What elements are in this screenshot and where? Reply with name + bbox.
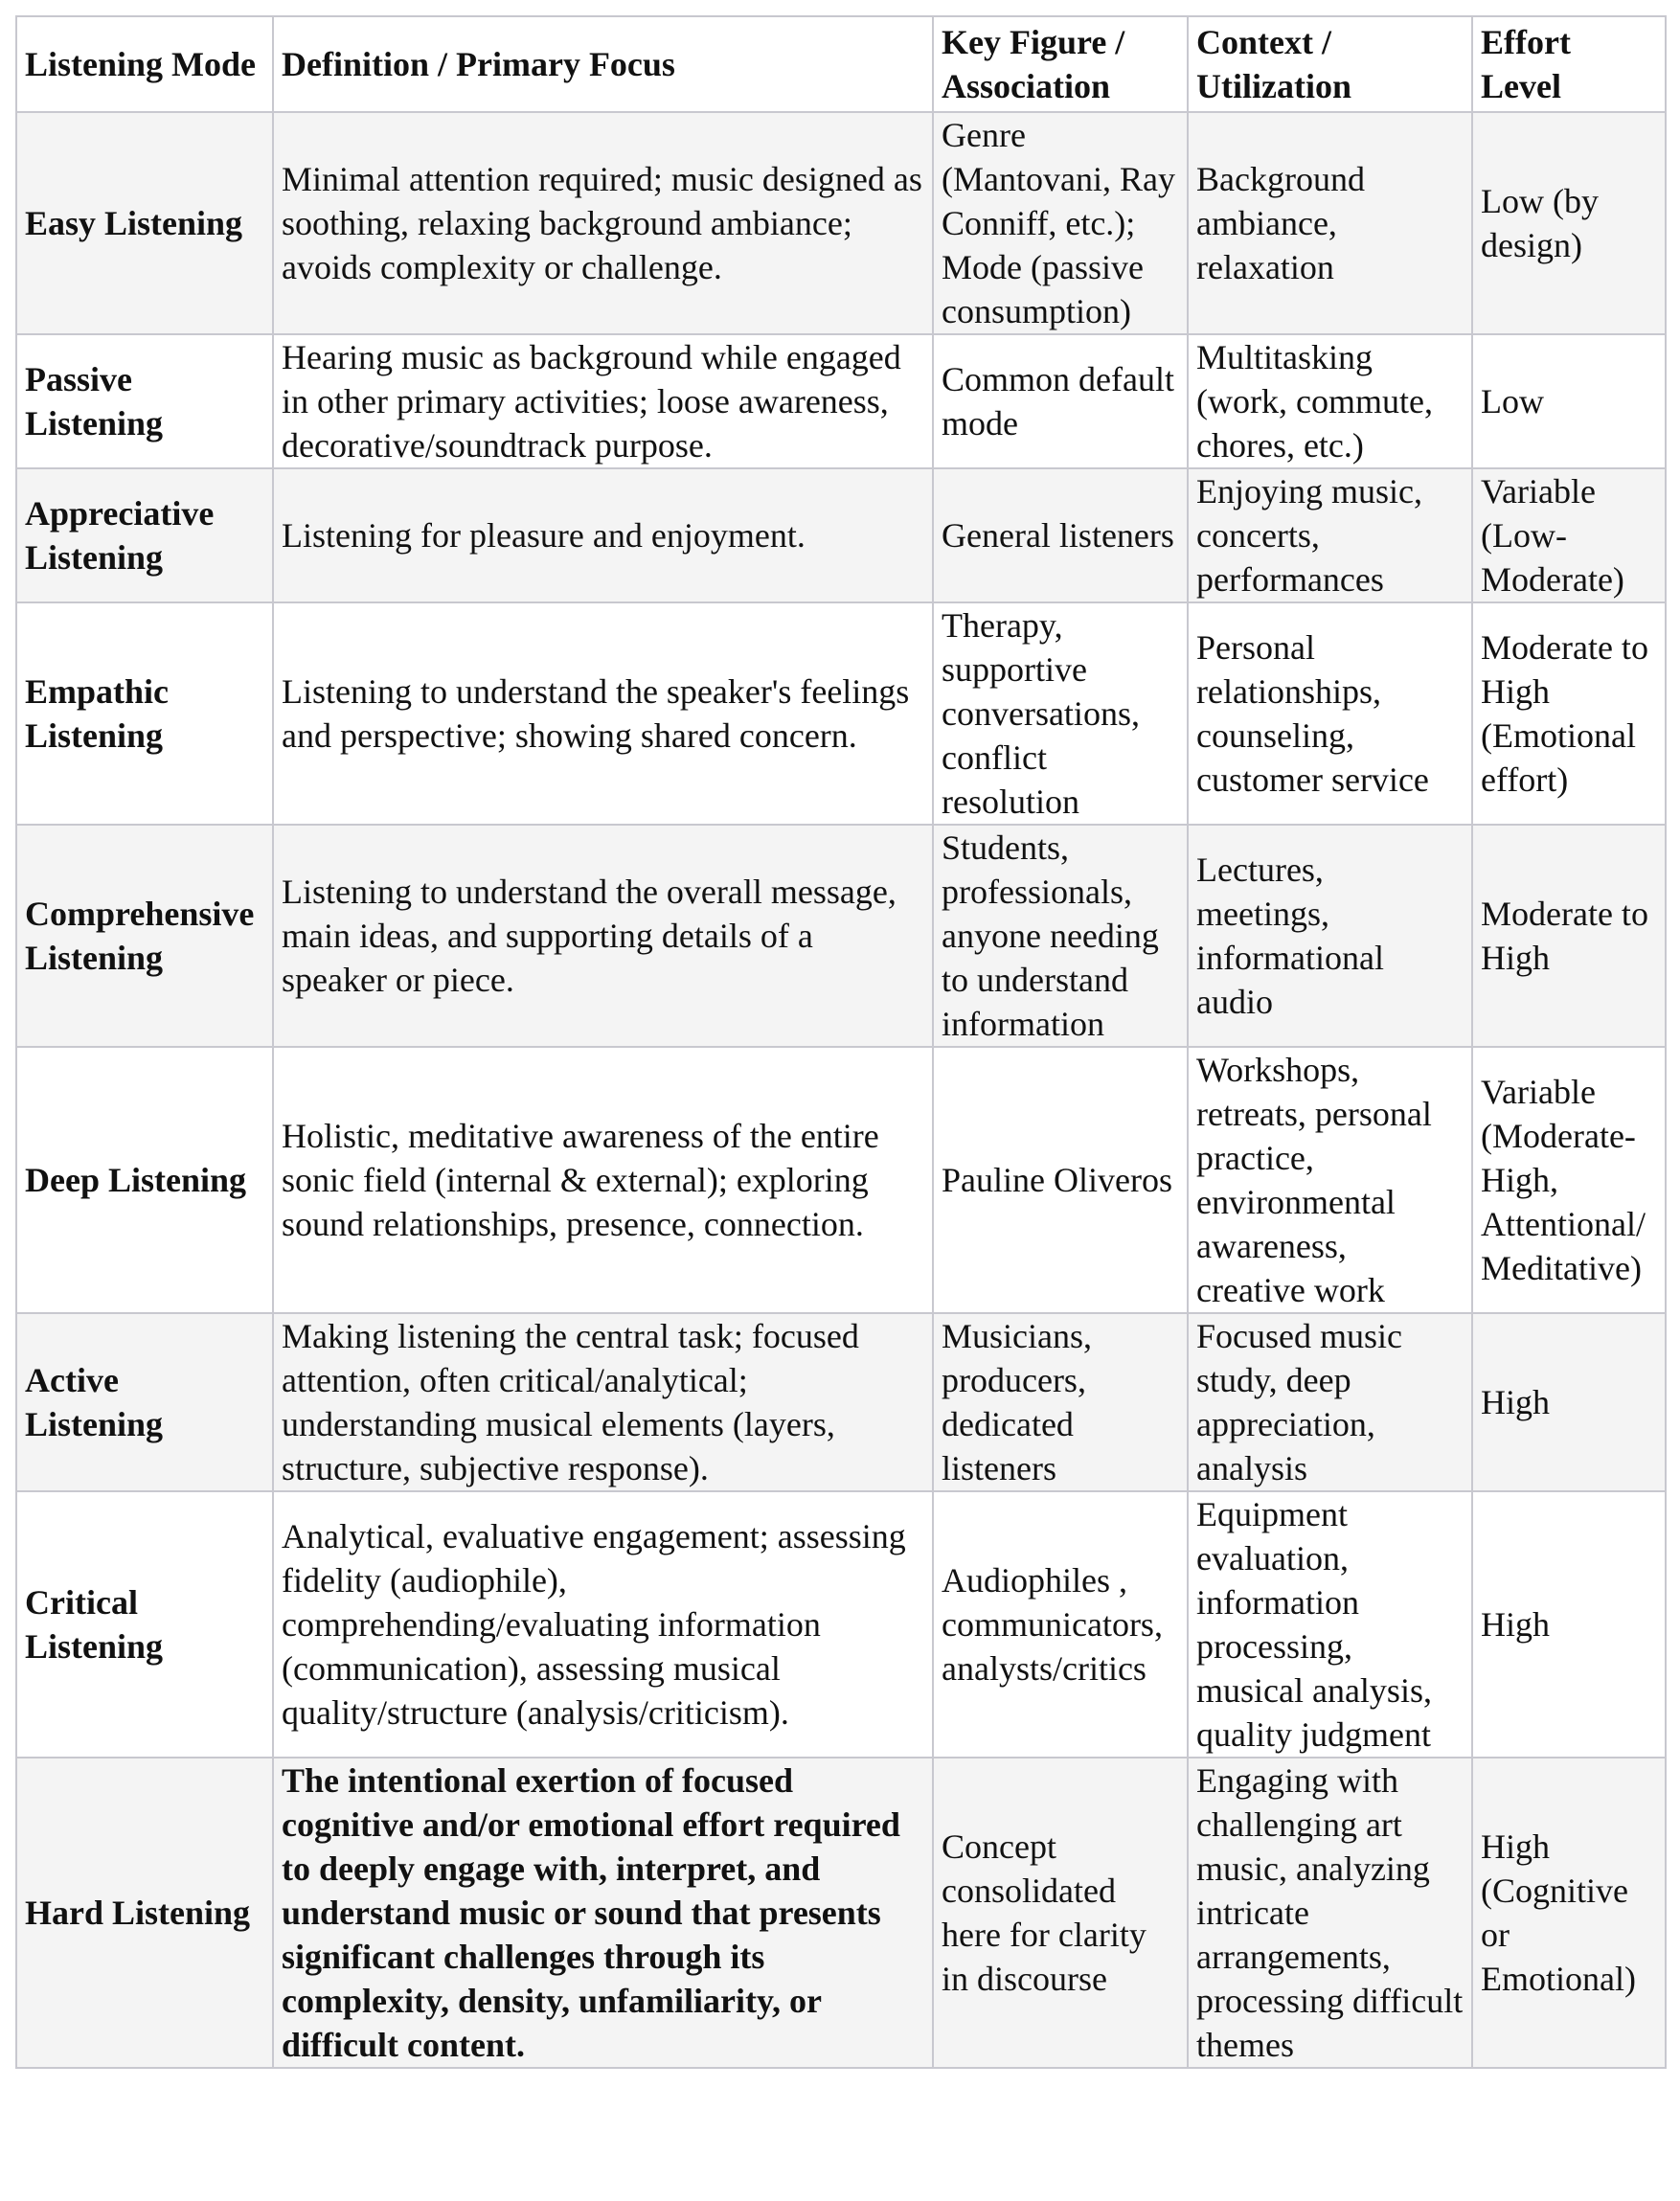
cell-key-figure: Students, professionals, anyone needing to understand information xyxy=(933,825,1188,1047)
table-row xyxy=(16,1758,1666,2068)
cell-listening-mode: Easy Listening xyxy=(16,112,273,334)
cell-listening-mode: Empathic Listening xyxy=(16,602,273,825)
header-context: Context / Utilization xyxy=(1188,16,1472,112)
cell-definition: Hearing music as background while engaged in other primary activities; loose awareness, decorative/soundtrack purpose. xyxy=(273,334,933,468)
cell-key-figure: Common default mode xyxy=(933,334,1188,468)
header-key-figure: Key Figure / Association xyxy=(933,16,1188,112)
cell-effort-level: Variable (Low-Moderate) xyxy=(1472,468,1666,602)
cell-definition: Holistic, meditative awareness of the entire sonic field (internal & external); exploring sound relationships, presence, connection. xyxy=(273,1047,933,1313)
cell-effort-level: Moderate to High xyxy=(1472,825,1666,1047)
cell-key-figure: General listeners xyxy=(933,468,1188,602)
cell-listening-mode: Deep Listening xyxy=(16,1047,273,1313)
cell-key-figure: Therapy, supportive conversations, conflict resolution xyxy=(933,602,1188,825)
table-header xyxy=(16,16,1666,112)
cell-key-figure: Pauline Oliveros xyxy=(933,1047,1188,1313)
cell-definition: Analytical, evaluative engagement; assessing fidelity (audiophile), comprehending/evaluating information (communication), assessing musical quality/structure (analysis/criticism). xyxy=(273,1491,933,1758)
cell-context: Enjoying music, concerts, performances xyxy=(1188,468,1472,602)
table-row xyxy=(16,1047,1666,1313)
table-row xyxy=(16,334,1666,468)
cell-listening-mode: Passive Listening xyxy=(16,334,273,468)
cell-context: Equipment evaluation, information processing, musical analysis, quality judgment xyxy=(1188,1491,1472,1758)
cell-effort-level: Low xyxy=(1472,334,1666,468)
cell-key-figure: Audiophiles , communicators, analysts/critics xyxy=(933,1491,1188,1758)
table-container xyxy=(15,15,1667,2069)
cell-key-figure: Musicians, producers, dedicated listeners xyxy=(933,1313,1188,1491)
cell-effort-level: Moderate to High (Emotional effort) xyxy=(1472,602,1666,825)
table-body xyxy=(16,112,1666,2068)
table-row xyxy=(16,1491,1666,1758)
cell-context: Workshops, retreats, personal practice, environmental awareness, creative work xyxy=(1188,1047,1472,1313)
cell-context: Personal relationships, counseling, customer service xyxy=(1188,602,1472,825)
table-row xyxy=(16,112,1666,334)
table-row xyxy=(16,602,1666,825)
cell-listening-mode: Active Listening xyxy=(16,1313,273,1491)
cell-effort-level: Variable (Moderate-High, Attentional/ Meditative) xyxy=(1472,1047,1666,1313)
listening-modes-table xyxy=(15,15,1667,2069)
cell-listening-mode: Appreciative Listening xyxy=(16,468,273,602)
cell-listening-mode: Hard Listening xyxy=(16,1758,273,2068)
cell-effort-level: High xyxy=(1472,1491,1666,1758)
cell-key-figure: Concept consolidated here for clarity in discourse xyxy=(933,1758,1188,2068)
table-row xyxy=(16,468,1666,602)
cell-context: Focused music study, deep appreciation, analysis xyxy=(1188,1313,1472,1491)
cell-definition: Listening for pleasure and enjoyment. xyxy=(273,468,933,602)
cell-definition: Making listening the central task; focused attention, often critical/analytical; understanding musical elements (layers, structure, subjective response). xyxy=(273,1313,933,1491)
cell-definition: The intentional exertion of focused cognitive and/or emotional effort required to deeply engage with, interpret, and understand music or sound that presents significant challenges through its complexity, density, unfamiliarity, or difficult content. xyxy=(273,1758,933,2068)
table-row xyxy=(16,1313,1666,1491)
cell-listening-mode: Comprehensive Listening xyxy=(16,825,273,1047)
cell-definition: Listening to understand the overall message, main ideas, and supporting details of a speaker or piece. xyxy=(273,825,933,1047)
cell-effort-level: High (Cognitive or Emotional) xyxy=(1472,1758,1666,2068)
cell-key-figure: Genre (Mantovani, Ray Conniff, etc.); Mode (passive consumption) xyxy=(933,112,1188,334)
header-definition: Definition / Primary Focus xyxy=(273,16,933,112)
cell-listening-mode: Critical Listening xyxy=(16,1491,273,1758)
table-row xyxy=(16,825,1666,1047)
header-row xyxy=(16,16,1666,112)
header-effort-level: Effort Level xyxy=(1472,16,1666,112)
cell-effort-level: Low (by design) xyxy=(1472,112,1666,334)
cell-effort-level: High xyxy=(1472,1313,1666,1491)
cell-context: Engaging with challenging art music, analyzing intricate arrangements, processing difficult themes xyxy=(1188,1758,1472,2068)
cell-context: Lectures, meetings, informational audio xyxy=(1188,825,1472,1047)
cell-context: Background ambiance, relaxation xyxy=(1188,112,1472,334)
cell-context: Multitasking (work, commute, chores, etc.) xyxy=(1188,334,1472,468)
cell-definition: Minimal attention required; music designed as soothing, relaxing background ambiance; avoids complexity or challenge. xyxy=(273,112,933,334)
header-listening-mode: Listening Mode xyxy=(16,16,273,112)
cell-definition: Listening to understand the speaker's feelings and perspective; showing shared concern. xyxy=(273,602,933,825)
